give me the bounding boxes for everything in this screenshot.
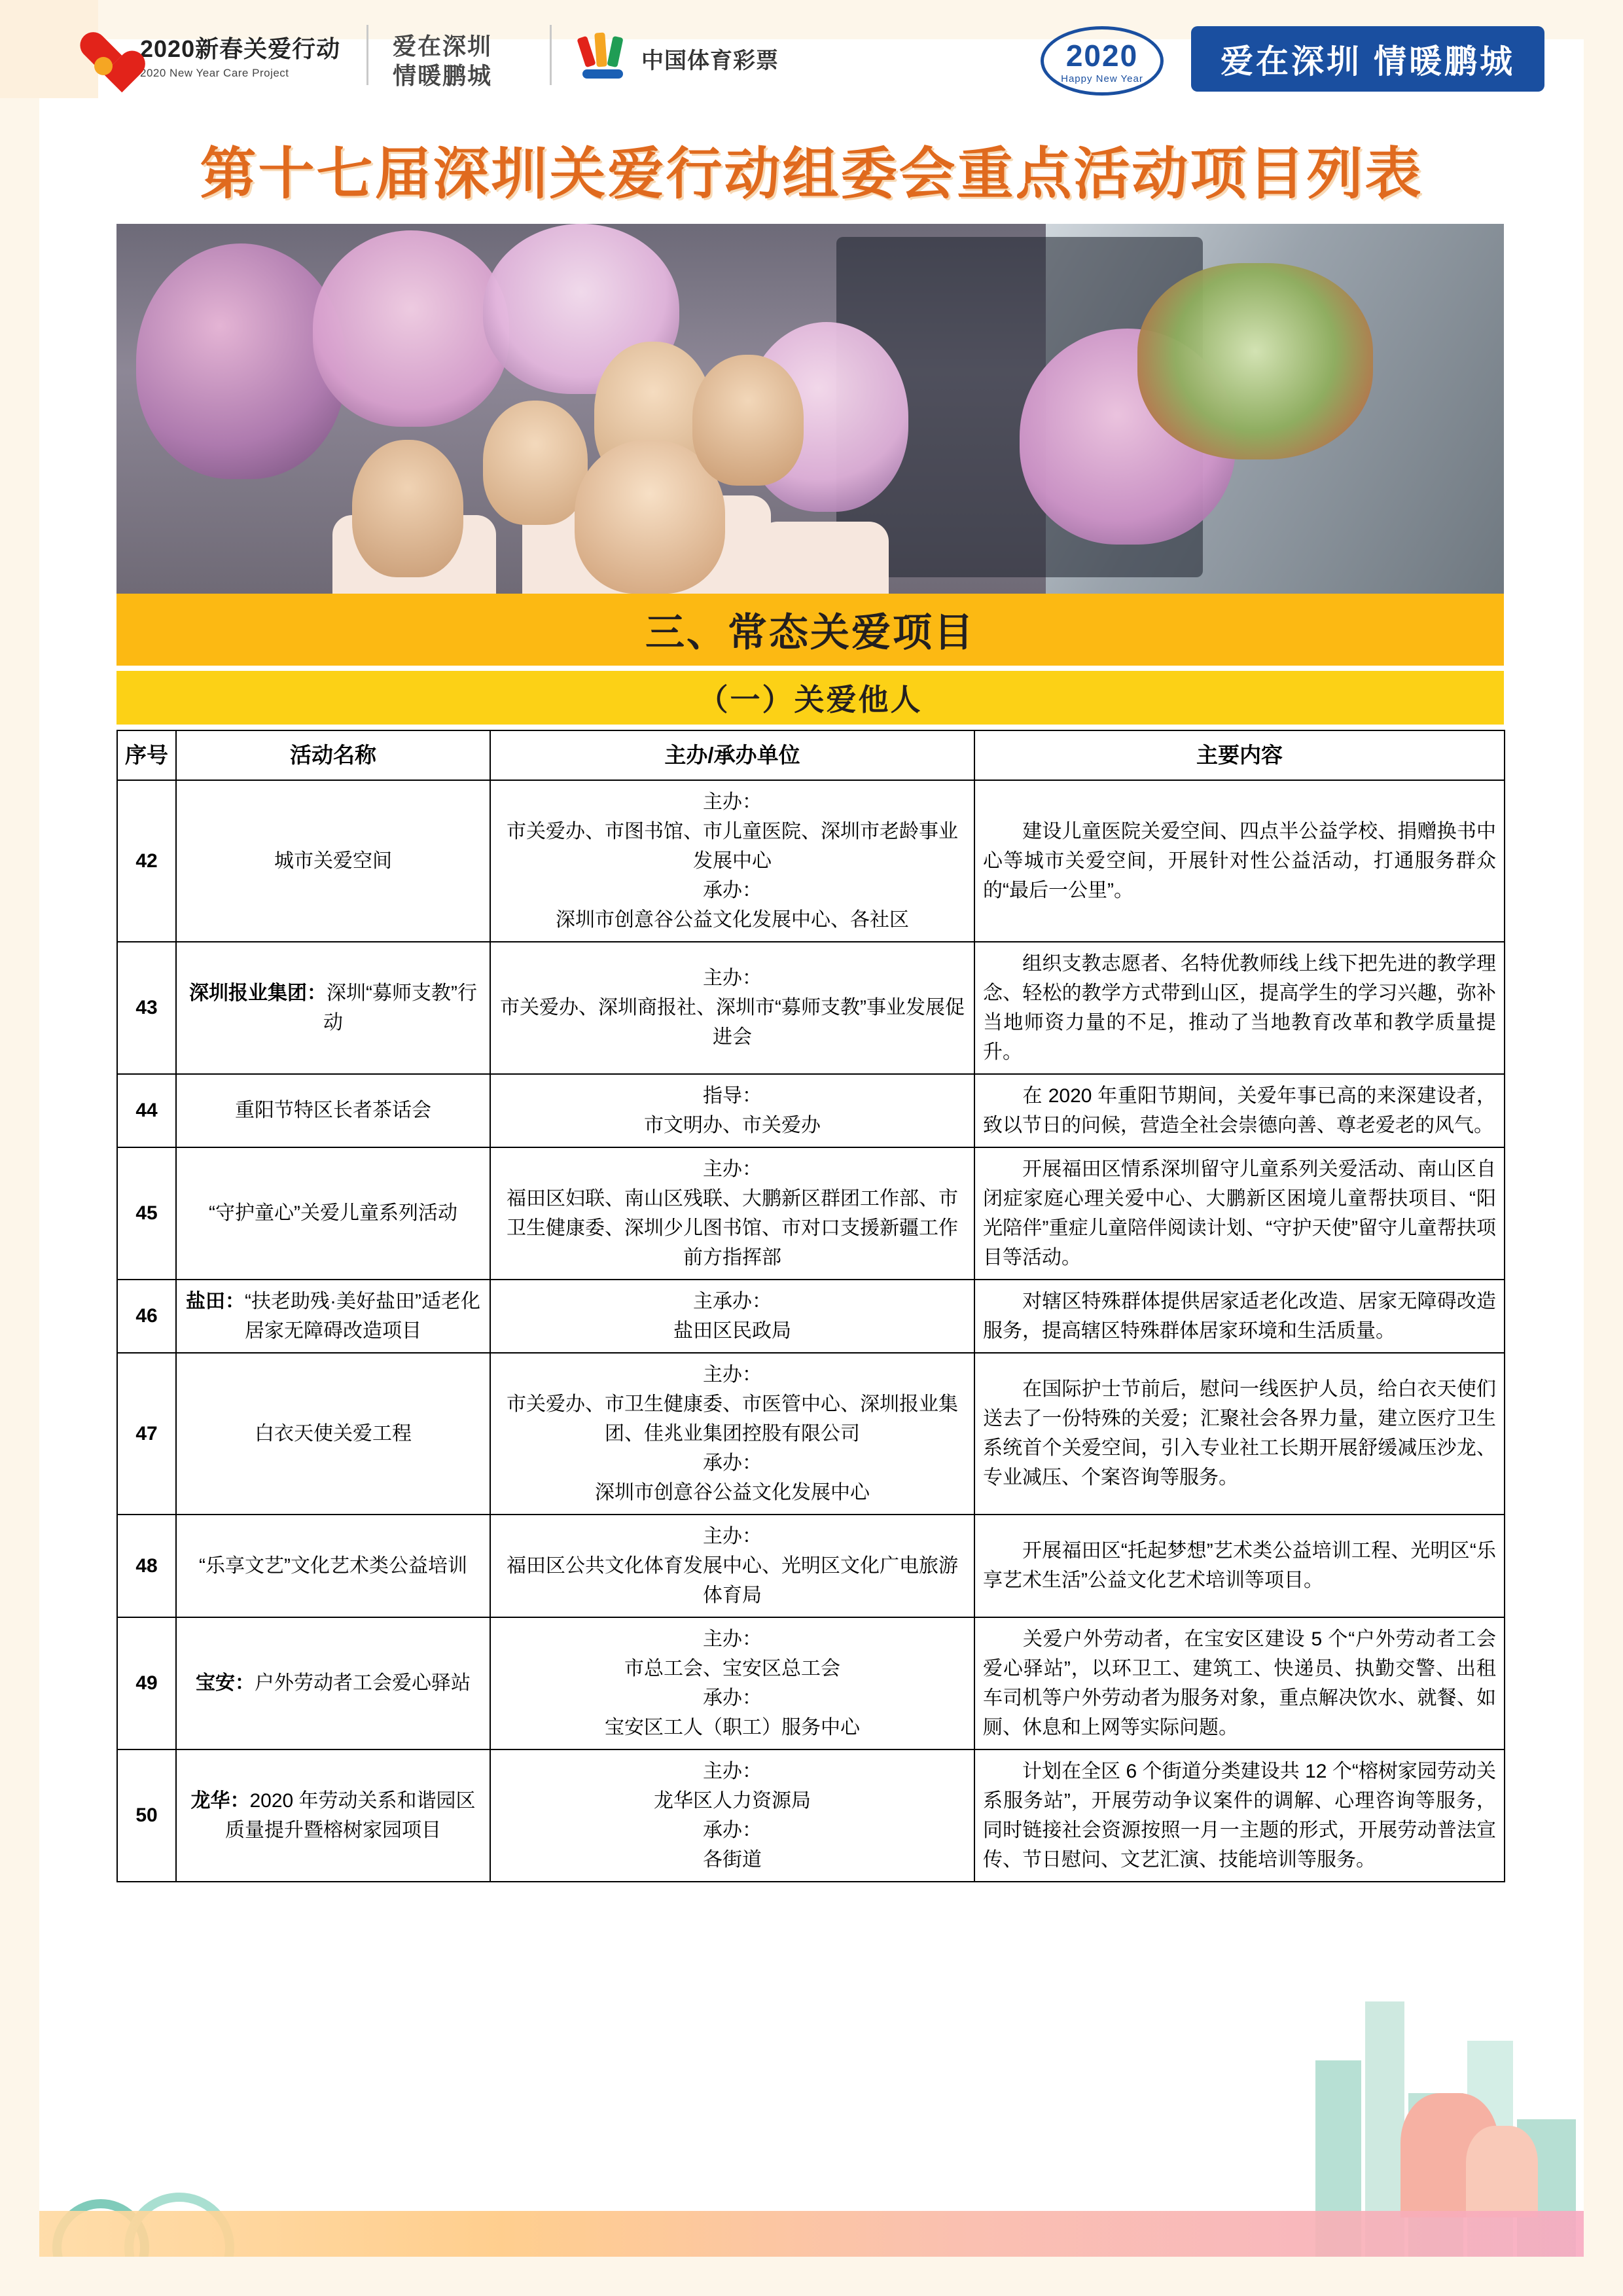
organizer-line: 主办：: [703, 967, 762, 989]
organizer-line: 市文明办、市关爱办: [644, 1114, 821, 1136]
table-row: [117, 1280, 1505, 1353]
row-number: 49: [117, 1617, 176, 1749]
row-number: 43: [117, 942, 176, 1074]
logo-care-title: 2020新春关爱行动: [140, 35, 341, 62]
logo-new-year-care-project: [79, 29, 340, 81]
organizer-cell: [490, 942, 974, 1074]
column-header-no: 序号: [117, 730, 176, 780]
activity-description: 计划在全区 6 个街道分类建设共 12 个“榕树家园劳动关系服务站”，开展劳动争议案件的调解、心理咨询等服务，同时链接社会资源按照一月一主题的形式，开展劳动普法宣传、节日慰问、文艺汇演、技能培训等服务。: [974, 1749, 1505, 1882]
activity-name: [176, 1353, 490, 1515]
activity-name: [176, 1147, 490, 1280]
activity-name-text: 白衣天使关爱工程: [255, 1422, 412, 1444]
organizer-cell: [490, 1147, 974, 1280]
activity-description: 开展福田区“托起梦想”艺术类公益培训工程、光明区“乐享艺术生活”公益文化艺术培训等项目。: [974, 1515, 1505, 1617]
column-header-desc: 主要内容: [974, 730, 1505, 780]
activity-name: [176, 1074, 490, 1147]
organizer-line: 宝安区工人（职工）服务中心: [605, 1716, 860, 1738]
organizer-cell: [490, 1353, 974, 1515]
organizer-cell: [490, 780, 974, 942]
activity-table: [116, 730, 1505, 1882]
activity-name-text: “扶老助残·美好盐田”适老化居家无障碍改造项目: [245, 1290, 480, 1342]
organizer-line: 各街道: [703, 1848, 762, 1871]
activity-description: 对辖区特殊群体提供居家适老化改造、居家无障碍改造服务，提高辖区特殊群体居家环境和生活质量。: [974, 1280, 1505, 1353]
activity-name-text: 城市关爱空间: [274, 850, 392, 872]
organizer-line: 承办：: [703, 1687, 762, 1709]
organizer-line: 承办：: [703, 1452, 762, 1474]
activity-name-prefix: 盐田：: [186, 1290, 245, 1312]
logo-aizai-line1: 爱在深圳: [393, 33, 493, 60]
organizer-line: 主办：: [703, 1158, 762, 1180]
activity-name-text: 户外劳动者工会爱心驿站: [255, 1672, 471, 1694]
activity-name: [176, 1280, 490, 1353]
organizer-cell: [490, 1074, 974, 1147]
column-header-org: 主办/承办单位: [490, 730, 974, 780]
organizer-line: 福田区公共文化体育发展中心、光明区文化广电旅游体育局: [507, 1554, 958, 1606]
organizer-cell: [490, 1280, 974, 1353]
row-number: 48: [117, 1515, 176, 1617]
organizer-line: 市总工会、宝安区总工会: [624, 1657, 840, 1679]
table-row: [117, 1074, 1505, 1147]
activity-name: [176, 1617, 490, 1749]
table-row: [117, 1749, 1505, 1882]
row-number: 42: [117, 780, 176, 942]
activity-name-text: 深圳“募师支教”行动: [323, 982, 477, 1033]
logo-china-sports-lottery: [576, 30, 779, 86]
table-row: [117, 1353, 1505, 1515]
table-row: [117, 1147, 1505, 1280]
activity-description: 在国际护士节前后，慰问一线医护人员，给白衣天使们送去了一份特殊的关爱；汇聚社会各界力量，建立医疗卫生系统首个关爱空间，引入专业社工长期开展舒缓减压沙龙、专业减压、个案咨询等服务。: [974, 1353, 1505, 1515]
column-header-name: 活动名称: [176, 730, 490, 780]
organizer-line: 深圳市创意谷公益文化发展中心: [595, 1481, 870, 1503]
activity-name: [176, 942, 490, 1074]
logo-lottery-label: 中国体育彩票: [641, 48, 779, 73]
organizer-line: 主承办：: [693, 1290, 772, 1312]
organizer-line: 市关爱办、市卫生健康委、市医管中心、深圳报业集团、佳兆业集团控股有限公司: [507, 1393, 958, 1444]
logo-aizai-line2: 情暖鹏城: [393, 62, 493, 89]
activity-name-text: “乐享文艺”文化艺术类公益培训: [199, 1554, 467, 1577]
logo-2020-caption: Happy New Year: [1061, 73, 1143, 84]
activity-description: 开展福田区情系深圳留守儿童系列关爱活动、南山区自闭症家庭心理关爱中心、大鹏新区困境儿童帮扶项目、“阳光陪伴”重症儿童陪伴阅读计划、“守护天使”留守儿童帮扶项目等活动。: [974, 1147, 1505, 1280]
activity-name-text: “守护童心”关爱儿童系列活动: [209, 1202, 457, 1224]
organizer-line: 指导：: [703, 1085, 762, 1107]
organizer-line: 主办：: [703, 791, 762, 813]
organizer-line: 龙华区人力资源局: [654, 1789, 811, 1812]
row-number: 50: [117, 1749, 176, 1882]
logo-aizai-shenzhen: [393, 31, 492, 90]
table-body: [117, 780, 1505, 1882]
decorative-footer-gradient: [39, 2211, 1584, 2257]
row-number: 44: [117, 1074, 176, 1147]
organizer-line: 主办：: [703, 1525, 762, 1547]
header-divider-2: [550, 25, 552, 85]
organizer-line: 盐田区民政局: [673, 1319, 791, 1342]
activity-name-prefix: 深圳报业集团：: [189, 982, 327, 1004]
activity-name: [176, 1515, 490, 1617]
page-header: [0, 0, 1623, 124]
header-divider-1: [366, 25, 368, 85]
organizer-cell: [490, 1749, 974, 1882]
activity-name-text: 重阳节特区长者茶话会: [235, 1100, 431, 1121]
table-row: [117, 942, 1505, 1074]
activity-name: [176, 780, 490, 942]
organizer-line: 深圳市创意谷公益文化发展中心、各社区: [556, 908, 909, 931]
organizer-line: 主办：: [703, 1363, 762, 1386]
activity-description: 在 2020 年重阳节期间，关爱年事已高的来深建设者，致以节日的问候，营造全社会崇德向善、尊老爱老的风气。: [974, 1074, 1505, 1147]
organizer-line: 承办：: [703, 1819, 762, 1841]
activity-name-text: 2020 年劳动关系和谐园区质量提升暨榕树家园项目: [225, 1789, 476, 1841]
organizer-line: 主办：: [703, 1628, 762, 1650]
activity-name-prefix: 宝安：: [196, 1672, 255, 1694]
header-photo: [116, 224, 1504, 594]
activity-name-prefix: 龙华：: [190, 1789, 250, 1812]
table-row: [117, 1617, 1505, 1749]
page-title: 第十七届深圳关爱行动组委会重点活动项目列表: [200, 143, 1423, 206]
table-header-row: [117, 730, 1505, 780]
logo-2020-number: 2020: [1065, 38, 1139, 73]
activity-name: [176, 1749, 490, 1882]
sports-lottery-icon: [576, 30, 632, 86]
organizer-line: 承办：: [703, 879, 762, 901]
section-heading: 三、常态关爱项目: [116, 594, 1504, 666]
organizer-cell: [490, 1515, 974, 1617]
organizer-cell: [490, 1617, 974, 1749]
organizer-line: 市关爱办、市图书馆、市儿童医院、深圳市老龄事业发展中心: [507, 820, 958, 872]
activity-description: 组织支教志愿者、名特优教师线上线下把先进的教学理念、轻松的教学方式带到山区，提高学生的学习兴趣，弥补当地师资力量的不足，推动了当地教育改革和教学质量提升。: [974, 942, 1505, 1074]
subsection-heading: （一）关爱他人: [116, 671, 1504, 725]
logo-care-subtitle: 2020 New Year Care Project: [140, 66, 289, 79]
logo-banner-aizai: 爱在深圳 情暖鹏城: [1191, 26, 1544, 92]
organizer-line: 福田区妇联、南山区残联、大鹏新区群团工作部、市卫生健康委、深圳少儿图书馆、市对口支援新疆工作前方指挥部: [507, 1187, 958, 1268]
logo-2020-happy-new-year: [1041, 26, 1164, 96]
organizer-line: 主办：: [703, 1760, 762, 1782]
organizer-line: 市关爱办、深圳商报社、深圳市“募师支教”事业发展促进会: [500, 997, 965, 1048]
heart-icon: [79, 29, 130, 81]
activity-description: 建设儿童医院关爱空间、四点半公益学校、捐赠换书中心等城市关爱空间，开展针对性公益活动，打通服务群众的“最后一公里”。: [974, 780, 1505, 942]
row-number: 45: [117, 1147, 176, 1280]
activity-description: 关爱户外劳动者，在宝安区建设 5 个“户外劳动者工会爱心驿站”，以环卫工、建筑工、快递员、执勤交警、出租车司机等户外劳动者为服务对象，重点解决饮水、就餐、如厕、休息和上网等实际问题。: [974, 1617, 1505, 1749]
table-row: [117, 780, 1505, 942]
row-number: 46: [117, 1280, 176, 1353]
table-row: [117, 1515, 1505, 1617]
row-number: 47: [117, 1353, 176, 1515]
